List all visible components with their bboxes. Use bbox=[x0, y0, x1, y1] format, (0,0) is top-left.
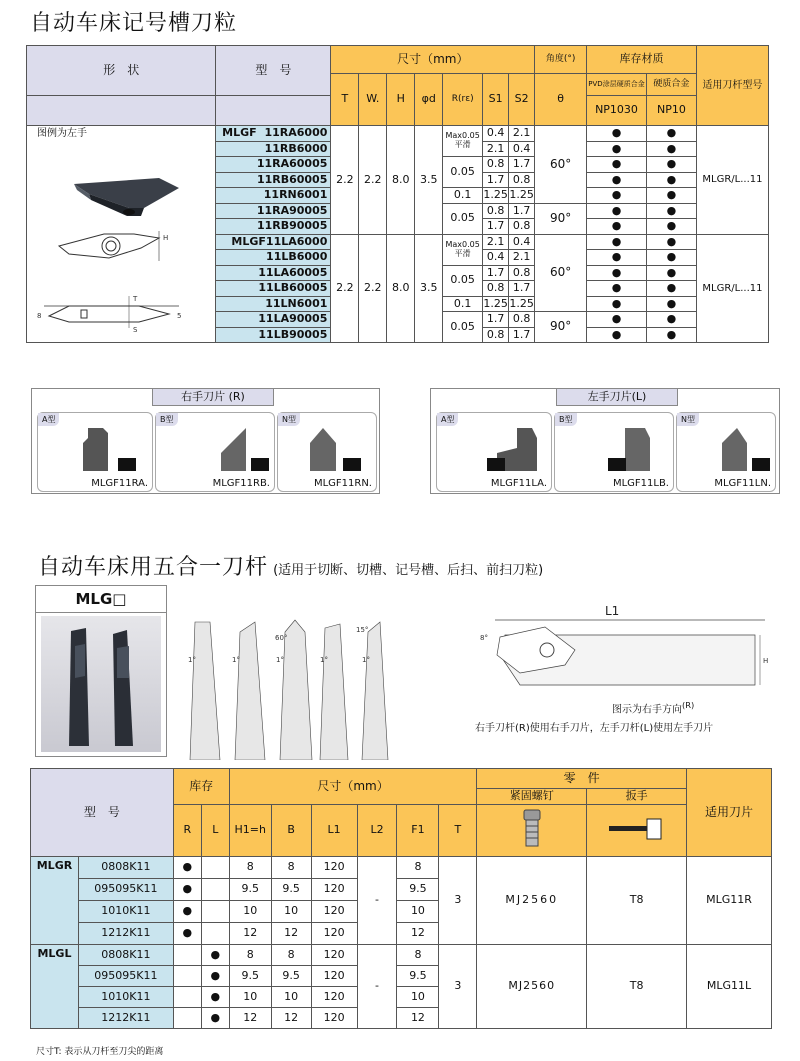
col-h1: H1=h bbox=[229, 805, 271, 857]
col-t: T bbox=[331, 74, 359, 126]
insert-card-rb bbox=[155, 412, 275, 492]
holder-photo-label: MLG□ bbox=[36, 586, 166, 613]
screw-l: MJ2560 bbox=[477, 945, 587, 1029]
l2-value-l: - bbox=[357, 945, 397, 1029]
stock-empty-l bbox=[201, 857, 229, 879]
angle-8-label: 8° bbox=[480, 634, 488, 642]
t-value-l: 2.2 bbox=[331, 234, 359, 343]
s2-0: 2.1 bbox=[509, 126, 535, 142]
r-value-2: 0.05 bbox=[443, 157, 483, 188]
t-value-r: 2.2 bbox=[331, 126, 359, 235]
h-value-r: 8.0 bbox=[387, 126, 415, 235]
angle-l-60: 60° bbox=[535, 234, 587, 312]
col-l2: L2 bbox=[357, 805, 397, 857]
type-tag-b: B型 bbox=[156, 413, 178, 426]
h1-value: 12 bbox=[229, 1008, 271, 1029]
model-row-6: 11RB90005 bbox=[216, 219, 331, 235]
model-header-filler bbox=[216, 96, 331, 126]
b-value: 9.5 bbox=[271, 879, 311, 901]
l1-value: 120 bbox=[311, 923, 357, 945]
s1-9: 1.7 bbox=[483, 265, 509, 281]
s1-12: 1.7 bbox=[483, 312, 509, 328]
r-value-11: 0.1 bbox=[443, 296, 483, 312]
l1-value: 120 bbox=[311, 879, 357, 901]
holder-photo-drawing bbox=[41, 616, 161, 752]
stock-empty-l bbox=[201, 879, 229, 901]
holder-photo-card bbox=[35, 585, 167, 757]
w-value-r: 2.2 bbox=[359, 126, 387, 235]
stock-dot: ● bbox=[646, 141, 696, 157]
stock-dot: ● bbox=[587, 296, 647, 312]
stock-dot-l: ● bbox=[201, 1008, 229, 1029]
stock-dot: ● bbox=[587, 172, 647, 188]
insert-card-ln bbox=[676, 412, 776, 492]
stock-dot: ● bbox=[646, 172, 696, 188]
f1-value: 8 bbox=[397, 945, 439, 966]
shape-note: 图例为左手 bbox=[37, 128, 87, 139]
group-mlgr: MLGR bbox=[31, 857, 79, 945]
wrench-r: T8 bbox=[587, 857, 687, 945]
left-insert-title: 左手刀片(L) bbox=[556, 389, 678, 406]
l1-value: 120 bbox=[311, 901, 357, 923]
holder-spec-table bbox=[30, 768, 772, 1029]
diagram-h-label: H bbox=[163, 234, 169, 242]
b-value: 8 bbox=[271, 945, 311, 966]
f1-value: 10 bbox=[397, 987, 439, 1008]
right-insert-title: 右手刀片 (R) bbox=[152, 389, 274, 406]
holder-model: 1212K11 bbox=[78, 923, 173, 945]
section2-title: 自动车床用五合一刀杆 bbox=[38, 555, 269, 580]
holder-side-views bbox=[180, 610, 410, 760]
insert-n-icon bbox=[298, 423, 378, 473]
stock-dot-l: ● bbox=[201, 966, 229, 987]
usage-note: 右手刀杆(R)使用右手刀片，左手刀杆(L)使用左手刀片 bbox=[475, 723, 714, 734]
s1-10: 0.8 bbox=[483, 281, 509, 297]
stock-dot-r: ● bbox=[173, 901, 201, 923]
insert-caption-rn: MLGF11RN. bbox=[313, 478, 372, 489]
s1-13: 0.8 bbox=[483, 327, 509, 343]
stock-empty-l bbox=[201, 901, 229, 923]
stock-dot: ● bbox=[646, 188, 696, 204]
type-tag-a: A型 bbox=[437, 413, 458, 426]
stock-dot: ● bbox=[646, 281, 696, 297]
l1-value: 120 bbox=[311, 1008, 357, 1029]
screw-header: 紧固螺钉 bbox=[477, 789, 587, 805]
insert-l: MLG11L bbox=[687, 945, 772, 1029]
col-w: W. bbox=[359, 74, 387, 126]
stock-dot: ● bbox=[646, 234, 696, 250]
dim-label-2: 1° bbox=[232, 656, 240, 664]
stock-dot: ● bbox=[587, 141, 647, 157]
holder-r: MLGR/L...11 bbox=[696, 126, 768, 235]
diagram-s-label: S bbox=[133, 326, 138, 334]
s2-9: 0.8 bbox=[509, 265, 535, 281]
stock-dot: ● bbox=[587, 219, 647, 235]
holder-model: 1212K11 bbox=[78, 1008, 173, 1029]
type-tag-n: N型 bbox=[677, 413, 699, 426]
col-h: H bbox=[387, 74, 415, 126]
dim-label-3: 1° bbox=[276, 656, 284, 664]
holder-model: 095095K11 bbox=[78, 966, 173, 987]
insert-caption-lb: MLGF11LB. bbox=[612, 478, 669, 489]
s1-5: 0.8 bbox=[483, 203, 509, 219]
stock-dot-r: ● bbox=[173, 879, 201, 901]
dim-label-4: 1° bbox=[320, 656, 328, 664]
stock-dot: ● bbox=[646, 265, 696, 281]
l2-value-r: - bbox=[357, 857, 397, 945]
col-f1: F1 bbox=[397, 805, 439, 857]
s2-2: 1.7 bbox=[509, 157, 535, 173]
f1-value: 8 bbox=[397, 857, 439, 879]
s2-1: 0.4 bbox=[509, 141, 535, 157]
f1-value: 12 bbox=[397, 923, 439, 945]
f1-value: 12 bbox=[397, 1008, 439, 1029]
model-row-2: 11RA60005 bbox=[216, 157, 331, 173]
type-tag-b: B型 bbox=[555, 413, 577, 426]
direction-note: 图示为右手方向$^{(R)}$ bbox=[612, 700, 695, 716]
stock-dot: ● bbox=[587, 188, 647, 204]
model-row-12: 11LA90005 bbox=[216, 312, 331, 328]
r-value-4: 0.1 bbox=[443, 188, 483, 204]
stock-dot: ● bbox=[646, 219, 696, 235]
model-header: 型 号 bbox=[216, 46, 331, 96]
holder-top-view bbox=[475, 605, 775, 705]
insert-caption-ln: MLGF11LN. bbox=[714, 478, 771, 489]
s2-4: 1.25 bbox=[509, 188, 534, 202]
angle-header: 角度(°) bbox=[535, 46, 587, 74]
model-header-2: 型 号 bbox=[31, 769, 174, 857]
screw-icon-cell bbox=[477, 805, 587, 857]
model-row-8: 11LB6000 bbox=[216, 250, 331, 266]
holder-l: MLGR/L...11 bbox=[696, 234, 768, 343]
h1-value: 10 bbox=[229, 901, 271, 923]
s1-6: 1.7 bbox=[483, 219, 509, 235]
d-value-l: 3.5 bbox=[415, 234, 443, 343]
f1-value: 10 bbox=[397, 901, 439, 923]
s1-2: 0.8 bbox=[483, 157, 509, 173]
stock-dot: ● bbox=[587, 281, 647, 297]
s1-8: 0.4 bbox=[483, 250, 509, 266]
section2-heading bbox=[38, 550, 543, 581]
insert-a-icon bbox=[68, 423, 148, 473]
s2-5: 1.7 bbox=[509, 203, 535, 219]
diagram-5-label: 5 bbox=[177, 312, 182, 320]
stock-dot: ● bbox=[646, 296, 696, 312]
model-row-11: 11LN6001 bbox=[216, 296, 331, 312]
insert-card-la bbox=[436, 412, 552, 492]
stock-dot-l: ● bbox=[201, 987, 229, 1008]
b-value: 9.5 bbox=[271, 966, 311, 987]
holder-photo bbox=[41, 616, 161, 752]
col-r: R(rε) bbox=[443, 74, 483, 126]
b-value: 12 bbox=[271, 923, 311, 945]
type-tag-n: N型 bbox=[278, 413, 300, 426]
stock-empty-r bbox=[173, 987, 201, 1008]
col-l1: L1 bbox=[311, 805, 357, 857]
col-s2: S2 bbox=[509, 74, 535, 126]
l1-value: 120 bbox=[311, 945, 357, 966]
r-value-0: Max0.05 平滑 bbox=[443, 126, 483, 157]
stock-dot: ● bbox=[646, 157, 696, 173]
h1-value: 9.5 bbox=[229, 879, 271, 901]
s1-1: 2.1 bbox=[483, 141, 509, 157]
dims-header-2: 尺寸（mm） bbox=[229, 769, 477, 805]
b-value: 10 bbox=[271, 987, 311, 1008]
col-t2: T bbox=[439, 805, 477, 857]
shape-cell bbox=[27, 126, 216, 343]
r-value-9: 0.05 bbox=[443, 265, 483, 296]
col-r-2: R bbox=[173, 805, 201, 857]
insert-card-lb bbox=[554, 412, 674, 492]
stock-dot-r: ● bbox=[173, 857, 201, 879]
f1-value: 9.5 bbox=[397, 966, 439, 987]
insert-header: 适用刀片 bbox=[687, 769, 772, 857]
l1-label: L1 bbox=[605, 605, 620, 618]
wrench-l: T8 bbox=[587, 945, 687, 1029]
s2-12: 0.8 bbox=[509, 312, 535, 328]
r-value-12: 0.05 bbox=[443, 312, 483, 343]
l1-value: 120 bbox=[311, 857, 357, 879]
stock-header: 库存材质 bbox=[587, 46, 697, 74]
angle-r-60: 60° bbox=[535, 126, 587, 204]
s1-11: 1.25 bbox=[483, 296, 508, 310]
mat1-header: PVD涂层硬质合金 bbox=[587, 74, 647, 96]
stock-dot: ● bbox=[587, 157, 647, 173]
model-row-0: MLGF 11RA6000 bbox=[216, 126, 331, 142]
s1-3: 1.7 bbox=[483, 172, 509, 188]
model-row-4: 11RN6001 bbox=[216, 188, 331, 204]
stock-header-2: 库存 bbox=[173, 769, 229, 805]
h1-value: 9.5 bbox=[229, 966, 271, 987]
stock-dot: ● bbox=[646, 250, 696, 266]
s2-7: 0.4 bbox=[509, 234, 535, 250]
footnote: 尺寸T: 表示从刀杆至刀尖的距离 bbox=[36, 1047, 164, 1057]
l1-value: 120 bbox=[311, 987, 357, 1008]
s2-3: 0.8 bbox=[509, 172, 535, 188]
stock-dot: ● bbox=[587, 265, 647, 281]
stock-empty-r bbox=[173, 1008, 201, 1029]
holder-model: 0808K11 bbox=[78, 857, 173, 879]
stock-empty-r bbox=[173, 966, 201, 987]
s2-13: 1.7 bbox=[509, 327, 535, 343]
col-s1: S1 bbox=[483, 74, 509, 126]
s2-8: 2.1 bbox=[509, 250, 535, 266]
t-value-2l: 3 bbox=[439, 945, 477, 1029]
model-row-7: MLGF11LA6000 bbox=[216, 234, 331, 250]
h-label: H bbox=[763, 657, 769, 665]
shape-header: 形 状 bbox=[27, 46, 216, 96]
insert-spec-table bbox=[26, 45, 769, 343]
stock-dot: ● bbox=[646, 126, 696, 142]
insert-card-ra bbox=[37, 412, 153, 492]
h1-value: 12 bbox=[229, 923, 271, 945]
model-row-9: 11LA60005 bbox=[216, 265, 331, 281]
h1-value: 8 bbox=[229, 857, 271, 879]
r-value-5: 0.05 bbox=[443, 203, 483, 234]
wrench-header: 扳手 bbox=[587, 789, 687, 805]
r-value-7: Max0.05 平滑 bbox=[443, 234, 483, 265]
stock-dot: ● bbox=[587, 312, 647, 328]
stock-dot: ● bbox=[587, 250, 647, 266]
type-tag-a: A型 bbox=[38, 413, 59, 426]
holder-header: 适用刀杆型号 bbox=[696, 46, 768, 126]
dim-label-5: 1° bbox=[362, 656, 370, 664]
section2-subtitle: (适用于切断、切槽、记号槽、后扫、前扫刀粒) bbox=[273, 563, 544, 578]
d-value-r: 3.5 bbox=[415, 126, 443, 235]
col-b: B bbox=[271, 805, 311, 857]
angle-15-label: 15° bbox=[356, 626, 369, 634]
model-row-13: 11LB90005 bbox=[216, 327, 331, 343]
wrench-icon-cell bbox=[587, 805, 687, 857]
angle-l-90: 90° bbox=[535, 312, 587, 343]
s1-0: 0.4 bbox=[483, 126, 509, 142]
model-row-10: 11LB60005 bbox=[216, 281, 331, 297]
stock-dot: ● bbox=[646, 327, 696, 343]
insert-card-rn bbox=[277, 412, 377, 492]
s1-4: 1.25 bbox=[483, 188, 508, 202]
angle-r-90: 90° bbox=[535, 203, 587, 234]
insert-caption-ra: MLGF11RA. bbox=[91, 478, 148, 489]
section1-title: 自动车床记号槽刀粒 bbox=[30, 11, 238, 36]
holder-model: 1010K11 bbox=[78, 901, 173, 923]
parts-header: 零 件 bbox=[477, 769, 687, 789]
holder-model: 0808K11 bbox=[78, 945, 173, 966]
s1-7: 2.1 bbox=[483, 234, 509, 250]
b-value: 8 bbox=[271, 857, 311, 879]
b-value: 12 bbox=[271, 1008, 311, 1029]
insert-lb-icon bbox=[605, 423, 685, 473]
h1-value: 10 bbox=[229, 987, 271, 1008]
f1-value: 9.5 bbox=[397, 879, 439, 901]
group-mlgl: MLGL bbox=[31, 945, 79, 1029]
s2-10: 1.7 bbox=[509, 281, 535, 297]
model-row-1: 11RB6000 bbox=[216, 141, 331, 157]
col-theta: θ bbox=[535, 74, 587, 126]
l1-value: 120 bbox=[311, 966, 357, 987]
grade2-header: NP10 bbox=[646, 96, 696, 126]
insert-3d-drawing bbox=[29, 146, 214, 341]
mat2-header: 硬质合金 bbox=[646, 74, 696, 96]
b-value: 10 bbox=[271, 901, 311, 923]
stock-dot: ● bbox=[646, 312, 696, 328]
stock-dot-l: ● bbox=[201, 945, 229, 966]
h1-value: 8 bbox=[229, 945, 271, 966]
diagram-t-label: T bbox=[133, 295, 138, 303]
s2-11: 1.25 bbox=[509, 296, 534, 310]
stock-dot: ● bbox=[587, 327, 647, 343]
dims-header: 尺寸（mm） bbox=[331, 46, 535, 74]
screw-icon bbox=[517, 808, 547, 850]
diagram-8-label: 8 bbox=[37, 312, 42, 320]
insert-ln-icon bbox=[717, 423, 797, 473]
stock-dot: ● bbox=[587, 234, 647, 250]
s2-6: 0.8 bbox=[509, 219, 535, 235]
stock-dot: ● bbox=[646, 203, 696, 219]
dim-label-1: 1° bbox=[188, 656, 196, 664]
shape-header-filler bbox=[27, 96, 216, 126]
stock-dot: ● bbox=[587, 126, 647, 142]
holder-model: 1010K11 bbox=[78, 987, 173, 1008]
w-value-l: 2.2 bbox=[359, 234, 387, 343]
col-l-2: L bbox=[201, 805, 229, 857]
stock-dot: ● bbox=[587, 203, 647, 219]
insert-caption-rb: MLGF11RB. bbox=[212, 478, 270, 489]
wrench-icon bbox=[607, 814, 667, 844]
t-value-2r: 3 bbox=[439, 857, 477, 945]
h-value-l: 8.0 bbox=[387, 234, 415, 343]
insert-caption-la: MLGF11LA. bbox=[490, 478, 547, 489]
insert-r: MLG11R bbox=[687, 857, 772, 945]
insert-b-icon bbox=[206, 423, 286, 473]
angle-60-label: 60° bbox=[275, 634, 288, 642]
col-d: φd bbox=[415, 74, 443, 126]
screw-r: MJ2560 bbox=[477, 857, 587, 945]
model-row-5: 11RA90005 bbox=[216, 203, 331, 219]
model-row-3: 11RB60005 bbox=[216, 172, 331, 188]
grade1-header: NP1030 bbox=[587, 96, 647, 126]
stock-empty-r bbox=[173, 945, 201, 966]
stock-empty-l bbox=[201, 923, 229, 945]
stock-dot-r: ● bbox=[173, 923, 201, 945]
holder-model: 095095K11 bbox=[78, 879, 173, 901]
